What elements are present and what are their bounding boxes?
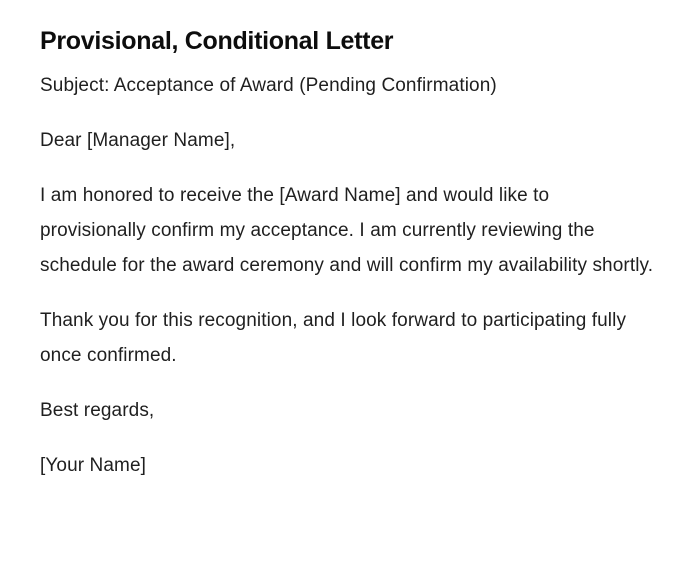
- document-title: Provisional, Conditional Letter: [40, 27, 394, 55]
- subject-line: Subject: Acceptance of Award (Pending Confirmation): [40, 75, 497, 96]
- signature: [Your Name]: [40, 455, 147, 476]
- body-paragraph: Thank you for this recognition, and I look forward to participating fully once confirmed.: [40, 310, 627, 366]
- closing: Best regards,: [40, 400, 155, 421]
- body-paragraph: I am honored to receive the [Award Name] and would like to provisionally confirm my acceptance. I am currently reviewing the schedule for the award ceremony and will confirm my availability shortly.: [40, 185, 654, 276]
- salutation: Dear [Manager Name],: [40, 130, 236, 151]
